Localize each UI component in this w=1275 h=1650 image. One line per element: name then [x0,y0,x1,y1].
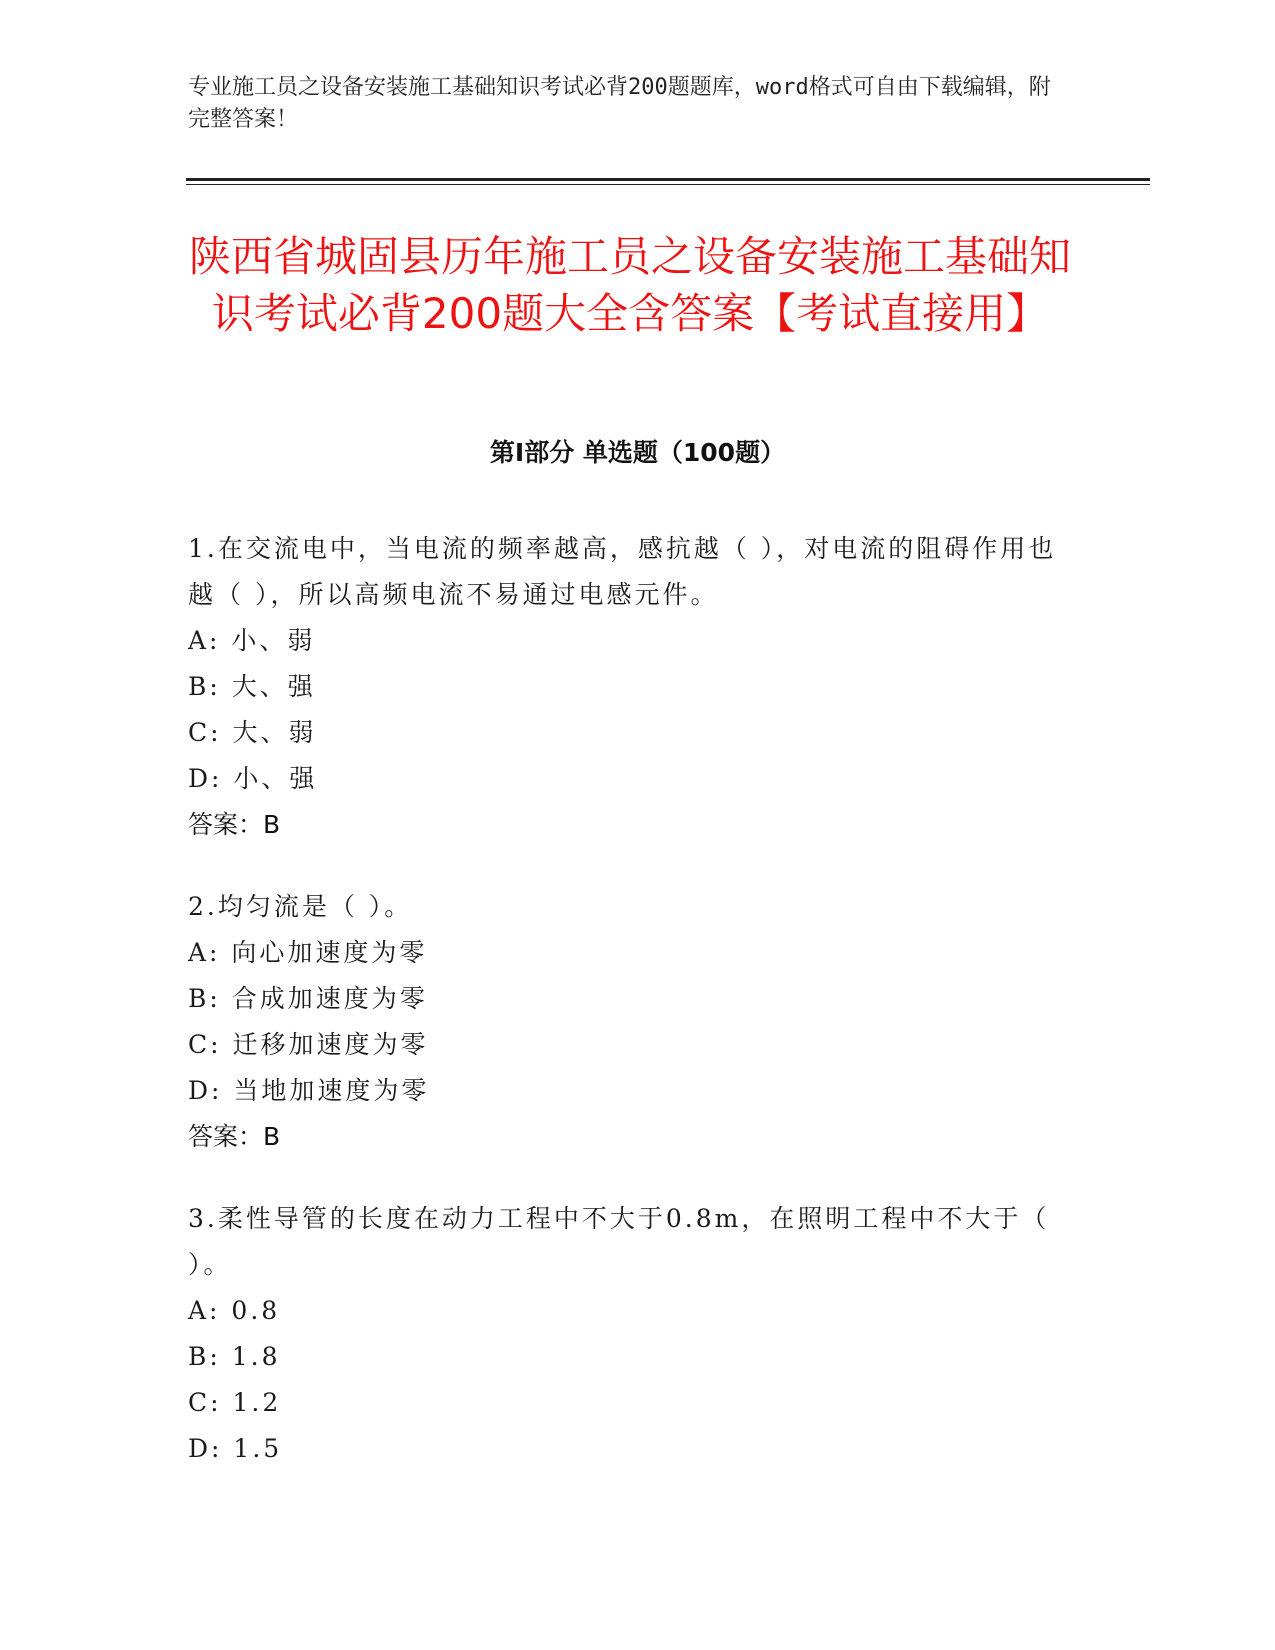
question-stem: 1.在交流电中，当电流的频率越高，感抗越（ ），对电流的阻碍作用也越（ ），所以高频电流不易通过电感元件。 [188,534,1057,609]
option-b: B: 大、强 [188,672,316,701]
question-2 [188,884,1078,1160]
option-c: C: 迁移加速度为零 [188,1030,429,1059]
answer: 答案：B [188,1122,281,1151]
option-d: D: 1.5 [188,1434,283,1463]
question-stem: 2.均匀流是（ ）。 [188,892,413,921]
option-c: C: 大、弱 [188,718,317,747]
answer: 答案：B [188,810,281,839]
option-d: D: 当地加速度为零 [188,1076,430,1105]
question-stem: 3.柔性导管的长度在动力工程中不大于0.8m，在照明工程中不大于（ ）。 [188,1204,1050,1279]
header-rule-thin [186,184,1150,185]
header-note: 专业施工员之设备安装施工基础知识考试必背200题题库，word格式可自由下载编辑，附完整答案！ [188,75,1051,132]
section-heading: 第I部分 单选题（100题） [489,438,786,467]
question-list [188,526,1078,1508]
document-title: 陕西省城固县历年施工员之设备安装施工基础知识考试必背200题大全含答案【考试直接用】 [188,232,1071,338]
question-3 [188,1196,1078,1472]
option-a: A: 小、弱 [188,626,316,655]
option-d: D: 小、强 [188,764,318,793]
option-b: B: 1.8 [188,1342,281,1371]
header-rule-thick [186,178,1150,181]
option-a: A: 向心加速度为零 [188,938,428,967]
question-1 [188,526,1078,848]
option-b: B: 合成加速度为零 [188,984,428,1013]
option-c: C: 1.2 [188,1388,282,1417]
option-a: A: 0.8 [188,1296,281,1325]
